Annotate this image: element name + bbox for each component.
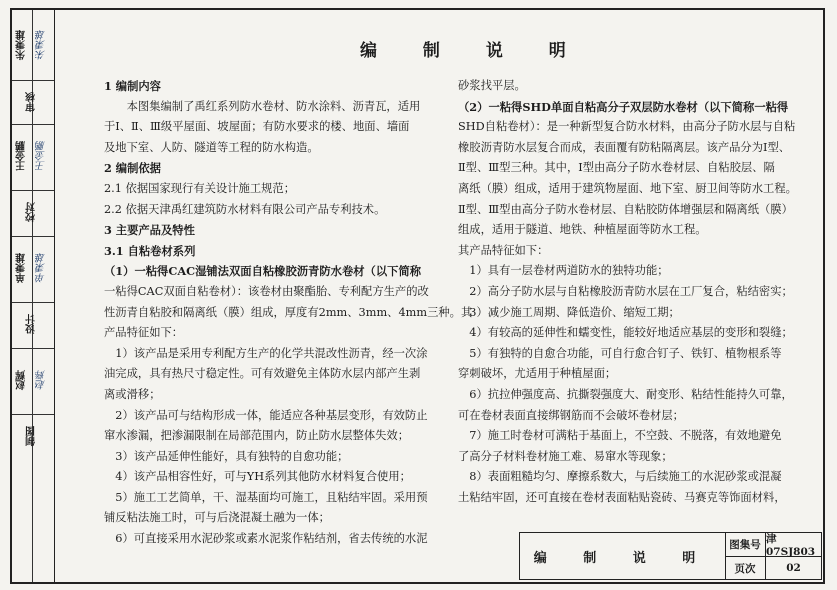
text-line: 4）有较高的延伸性和蠕变性，能较好地适应基层的变形和裂缝；: [458, 326, 793, 340]
section-heading: 3.1 自粘卷材系列: [104, 243, 196, 258]
text-line: 5）施工工艺简单，干、湿基面均可施工，且粘结牢固。采用预: [104, 490, 428, 504]
page-title: 编 制 说 明: [360, 41, 586, 61]
sidebar-label-review: 审核: [26, 92, 38, 112]
sidebar-divider: [12, 190, 54, 191]
sidebar-divider: [12, 414, 54, 415]
text-line: 窜水渗漏，把渗漏限制在局部范围内，防止防水层整体失效；: [104, 429, 410, 443]
sidebar-name-2: 王金鹏: [16, 141, 28, 171]
text-line: 于Ⅰ、Ⅱ、Ⅲ级平屋面、坡屋面；有防水要求的楼、地面、墙面: [104, 120, 410, 134]
section-heading: 3 主要产品及特性: [104, 223, 195, 238]
text-line: 性沥青自粘胶和隔离纸（膜）组成，厚度有2mm、3mm、4mm三种。其: [104, 305, 473, 319]
signature-sidebar: [12, 10, 55, 582]
sidebar-divider: [12, 348, 54, 349]
text-line: 离纸（膜）组成，适用于建筑物屋面、地下室、厨卫间等防水工程。: [458, 181, 797, 195]
section-heading: 1 编制内容: [104, 79, 161, 93]
text-line: 土粘结牢固，还可直接在卷材表面粘贴瓷砖、马赛克等饰面材料，: [458, 490, 786, 504]
atlas-number-label: 图集号: [725, 533, 766, 557]
sidebar-divider: [12, 236, 54, 237]
text-line: 橡胶沥青防水层复合而成，表面覆有防粘隔离层。该产品分为Ⅰ型、: [458, 140, 791, 154]
text-line: 可在卷材表面直接绑钢筋而不会破坏卷材层；: [458, 408, 684, 422]
sidebar-name-4: 赵辉: [16, 370, 28, 390]
text-line: 3）该产品延伸性能好，具有独特的自愈功能；: [104, 449, 349, 463]
text-line: 及地下室、人防、隧道等工程的防水构造。: [104, 140, 319, 154]
text-line: 组成，适用于隧道、地铁、种植屋面等防水工程。: [458, 223, 707, 237]
text-line: 产品特征如下：: [104, 326, 184, 340]
text-line: 7）施工时卷材可满粘于基面上，不空鼓、不脱落，有效地避免: [458, 429, 782, 443]
text-line: 2.2 依据天津禹红建筑防水材料有限公司产品专利技术。: [104, 202, 386, 216]
text-line: 2）该产品可与结构形成一体，能适应各种基层变形，有效防止: [104, 408, 428, 422]
section-heading: （1）一粘得CAC湿铺法双面自粘橡胶沥青防水卷材（以下简称: [104, 264, 422, 279]
sidebar-label-check: 校对: [26, 202, 38, 222]
text-line: 2.1 依据国家现行有关设计施工规范；: [104, 181, 296, 195]
text-line: 6）抗拉伸强度高、抗撕裂强度大、耐变形、粘结性能持久可靠，: [458, 387, 793, 401]
text-line: 油完成，具有热尺寸稳定性。可有效避免主体防水层内部产生剥: [104, 367, 421, 381]
text-line: 其产品特征如下：: [458, 243, 549, 257]
text-line: Ⅱ型、Ⅲ型三种。其中，Ⅰ型由高分子防水卷材层、自粘胶层、隔: [458, 161, 775, 175]
text-line: 砂浆找平层。: [458, 79, 526, 92]
right-text-column: [458, 76, 797, 508]
section-heading: 2 编制依据: [104, 161, 161, 176]
text-line: 1）具有一层卷材两道防水的独特功能；: [458, 264, 669, 278]
page-number-value: 02: [786, 562, 801, 574]
text-line: Ⅱ型、Ⅲ型由高分子防水卷材层、自粘胶防体增强层和隔离纸（膜）: [458, 202, 793, 216]
sidebar-name-1: 朱秉雄: [16, 30, 28, 60]
text-line: 铺反粘法施工时，可与后浇混凝土融为一体；: [104, 511, 330, 525]
sidebar-divider: [12, 302, 54, 303]
title-block: [519, 532, 822, 580]
sidebar-label-design: 设计: [26, 314, 38, 334]
section-heading: （2）一粘得SHD单面自粘高分子双层防水卷材（以下简称一粘得: [458, 99, 789, 114]
text-line: 1）该产品是采用专利配方生产的化学共混改性沥青，经一次涂: [104, 346, 428, 360]
text-line: 2）高分子防水层与自粘橡胶沥青防水层在工厂复合，粘结密实；: [458, 284, 793, 298]
text-line: 5）有独特的自愈合功能，可自行愈合钉子、铁钉、植物根系等: [458, 346, 782, 360]
text-line: 4）该产品相容性好，可与YH系列其他防水材料复合使用；: [104, 470, 411, 484]
text-line: SHD自粘卷材）：是一种新型复合防水材料，由高分子防水层与自粘: [458, 120, 796, 134]
sidebar-signature-3: 单秉雄: [36, 253, 48, 283]
sidebar-signature-1: 朱秉雄: [36, 30, 48, 60]
sidebar-divider: [12, 80, 54, 81]
title-block-name: 编 制 说 明: [520, 533, 726, 579]
page-number-label: 页次: [725, 557, 766, 579]
sidebar-signature-4: 赵辉: [36, 370, 48, 390]
text-line: 离或滑移；: [104, 387, 161, 401]
text-line: 8）表面粗糙均匀、摩擦系数大，与后续施工的水泥砂浆或混凝: [458, 470, 782, 484]
text-line: 3）减少施工周期、降低造价、缩短工期；: [458, 305, 680, 319]
sidebar-signature-2: 王金鹏: [36, 141, 48, 171]
sidebar-name-3: 单秉雄: [16, 253, 28, 283]
atlas-number-value: 津07SJ803: [766, 533, 821, 557]
text-line: 本图集编制了禹红系列防水卷材、防水涂料、沥青瓦，适用: [104, 99, 421, 113]
left-text-column: [104, 76, 473, 550]
text-line: 一粘得CAC双面自粘卷材）：该卷材由聚酯胎、专利配方生产的改: [104, 284, 429, 298]
sidebar-label-draw: 制图: [26, 426, 38, 446]
text-line: 6）可直接采用水泥砂浆或素水泥浆作粘结剂，省去传统的水泥: [104, 532, 428, 546]
text-line: 了高分子材料卷材施工难、易窜水等现象；: [458, 449, 673, 463]
sidebar-divider: [12, 124, 54, 125]
text-line: 穿刺破坏，尤适用于种植屋面；: [458, 367, 617, 381]
